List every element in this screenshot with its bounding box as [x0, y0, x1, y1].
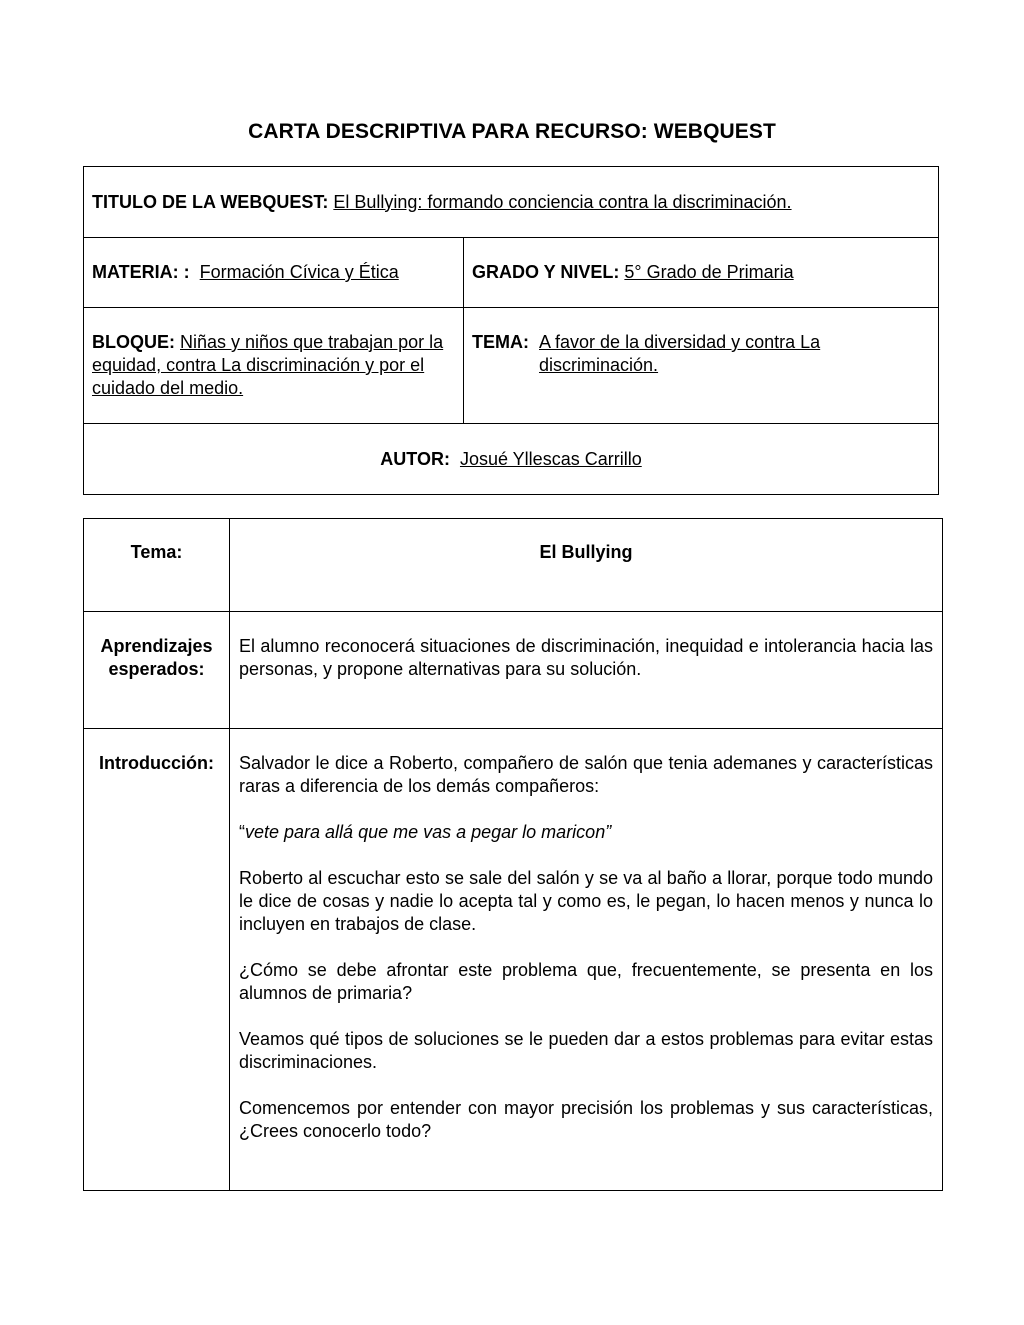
- grado-label: GRADO Y NIVEL:: [472, 262, 620, 282]
- tema-value: El Bullying: [230, 519, 943, 612]
- bloque-value: Niñas y niños que trabajan por la equidad, contra La discriminación y por el cuidado del medio.: [92, 332, 444, 398]
- intro-paragraph-5: Veamos qué tipos de soluciones se le pueden dar a estos problemas para evitar estas discriminaciones.: [239, 1029, 933, 1072]
- intro-paragraph-1: Salvador le dice a Roberto, compañero de salón que tenia ademanes y características raras a diferencia de los demás compañeros:: [239, 753, 933, 796]
- tema-header-cell: [464, 308, 939, 424]
- autor-value: Josué Yllescas Carrillo: [459, 448, 642, 469]
- tema-header-label: TEMA:: [472, 332, 529, 352]
- grado-value: 5° Grado de Primaria: [624, 262, 794, 282]
- materia-label: MATERIA: :: [92, 262, 190, 282]
- autor-cell: [84, 424, 939, 495]
- titulo-cell: [84, 167, 939, 238]
- introduccion-label: Introducción:: [84, 729, 230, 1191]
- tema-label: Tema:: [84, 519, 230, 612]
- autor-label: AUTOR:: [380, 448, 450, 469]
- introduccion-value: [230, 729, 943, 1191]
- titulo-value: El Bullying: formando conciencia contra la discriminación.: [333, 191, 792, 212]
- intro-paragraph-6: Comencemos por entender con mayor precisión los problemas y sus características, ¿Crees conocerlo todo?: [239, 1098, 933, 1141]
- aprendizajes-label: Aprendizajes esperados:: [84, 612, 230, 729]
- content-table: [83, 518, 943, 1191]
- header-table: [83, 166, 939, 495]
- bloque-label: BLOQUE:: [92, 332, 175, 352]
- materia-value: Formación Cívica y Ética: [199, 262, 399, 282]
- tema-header-value: A favor de la diversidad y contra La discriminación.: [539, 332, 821, 375]
- page-title: CARTA DESCRIPTIVA PARA RECURSO: WEBQUEST: [248, 120, 776, 143]
- intro-paragraph-3: Roberto al escuchar esto se sale del salón y se va al baño a llorar, porque todo mundo le dice de cosas y nadie lo acepta tal y como es, le pegan, lo hacen menos y nunca lo incluyen en trabajos de clase.: [239, 868, 933, 934]
- titulo-label: TITULO DE LA WEBQUEST:: [92, 191, 329, 212]
- aprendizajes-text: El alumno reconocerá situaciones de discriminación, inequidad e intolerancia hacia las personas, y propone alternativas para su solución.: [239, 636, 933, 679]
- intro-quote-text: vete para allá que me vas a pegar lo maricon”: [245, 822, 612, 842]
- intro-quote: [239, 821, 933, 844]
- intro-paragraph-4: ¿Cómo se debe afrontar este problema que, frecuentemente, se presenta en los alumnos de primaria?: [239, 960, 933, 1003]
- intro-quote-open: “: [239, 822, 245, 842]
- materia-cell: [84, 238, 464, 308]
- aprendizajes-value: [230, 612, 943, 729]
- grado-cell: [464, 238, 939, 308]
- bloque-cell: [84, 308, 464, 424]
